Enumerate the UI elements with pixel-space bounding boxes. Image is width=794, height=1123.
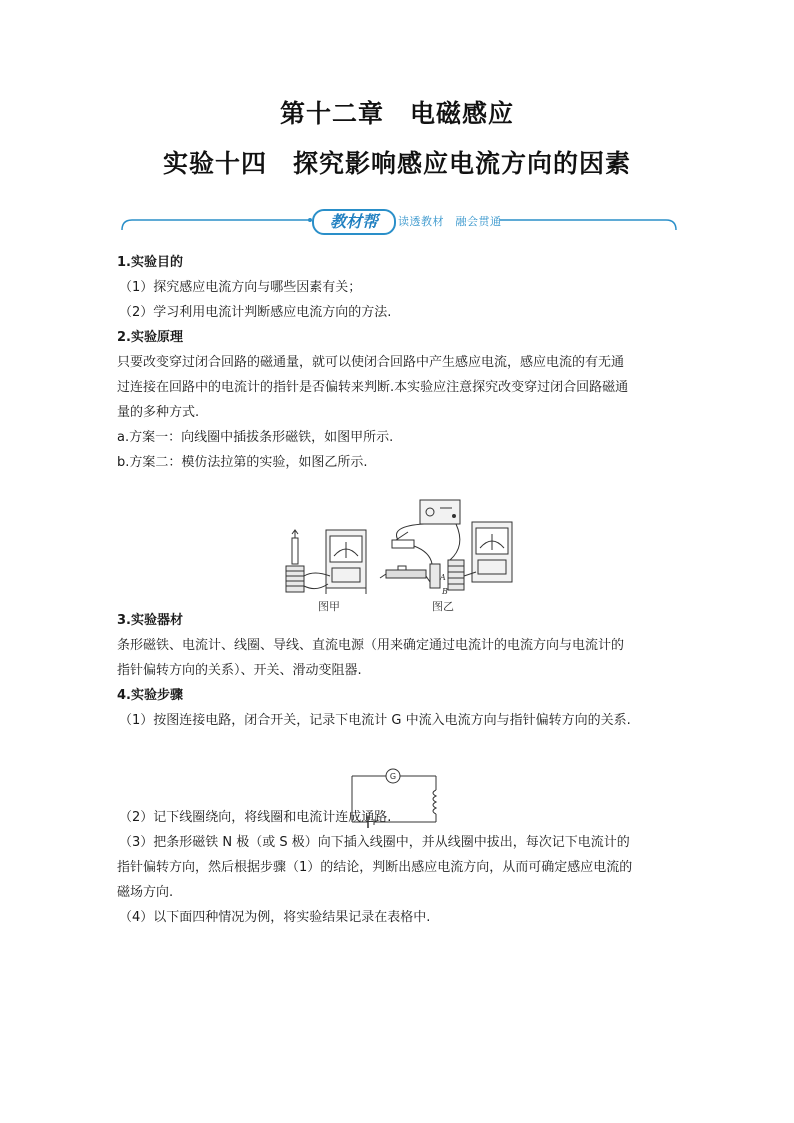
caption-jia: 图甲 — [318, 600, 340, 613]
banner-slogan: 读透教材 融会贯通 — [398, 215, 502, 228]
step-2: （2）记下线圈绕向，将线圈和电流计连成通路. — [119, 810, 392, 825]
equipment-line: 指针偏转方向的关系）、开关、滑动变阻器. — [117, 663, 362, 678]
textbook-badge: 教材帮 — [312, 209, 396, 235]
purpose-heading: 1.实验目的 — [117, 255, 183, 270]
step-3-cont: 指针偏转方向，然后根据步骤（1）的结论，判断出感应电流方向，从而可确定感应电流的 — [117, 860, 633, 875]
principle-heading: 2.实验原理 — [117, 330, 183, 345]
galvanometer-label: G — [389, 772, 397, 781]
steps-heading: 4.实验步骤 — [117, 688, 183, 703]
figure-yi — [380, 500, 512, 590]
purpose-item: （2）学习利用电流计判断感应电流方向的方法. — [119, 305, 392, 320]
equipment-heading: 3.实验器材 — [117, 613, 183, 628]
label-b: B — [442, 587, 448, 596]
principle-line: 过连接在回路中的电流计的指针是否偏转来判断.本实验应注意探究改变穿过闭合回路磁通 — [117, 380, 629, 395]
step-3-cont: 磁场方向. — [117, 885, 174, 900]
figure-circuit — [348, 764, 448, 830]
figure-jia — [286, 530, 366, 594]
chapter-title: 第十二章 电磁感应 — [279, 99, 514, 128]
figure-apparatus — [280, 496, 516, 616]
purpose-item: （1）探究感应电流方向与哪些因素有关； — [119, 280, 362, 295]
label-a: A — [440, 573, 446, 582]
step-3: （3）把条形磁铁 N 极（或 S 极）向下插入线圈中，并从线圈中拔出，每次记下电流计的 — [119, 835, 630, 850]
step-1: （1）按图连接电路，闭合开关，记录下电流计 G 中流入电流方向与指针偏转方向的关系. — [119, 713, 631, 728]
equipment-line: 条形磁铁、电流计、线圈、导线、直流电源（用来确定通过电流计的电流方向与电流计的 — [117, 638, 625, 653]
experiment-title: 实验十四 探究影响感应电流方向的因素 — [162, 149, 631, 178]
section-banner — [120, 206, 678, 234]
plan-a: a.方案一：向线圈中插拔条形磁铁，如图甲所示. — [117, 430, 394, 445]
principle-line: 只要改变穿过闭合回路的磁通量，就可以使闭合回路中产生感应电流，感应电流的有无通 — [117, 355, 625, 370]
step-4: （4）以下面四种情况为例，将实验结果记录在表格中. — [119, 910, 431, 925]
plan-b: b.方案二：模仿法拉第的实验，如图乙所示. — [117, 455, 368, 470]
principle-line: 量的多种方式. — [117, 405, 200, 420]
caption-yi: 图乙 — [432, 600, 454, 613]
